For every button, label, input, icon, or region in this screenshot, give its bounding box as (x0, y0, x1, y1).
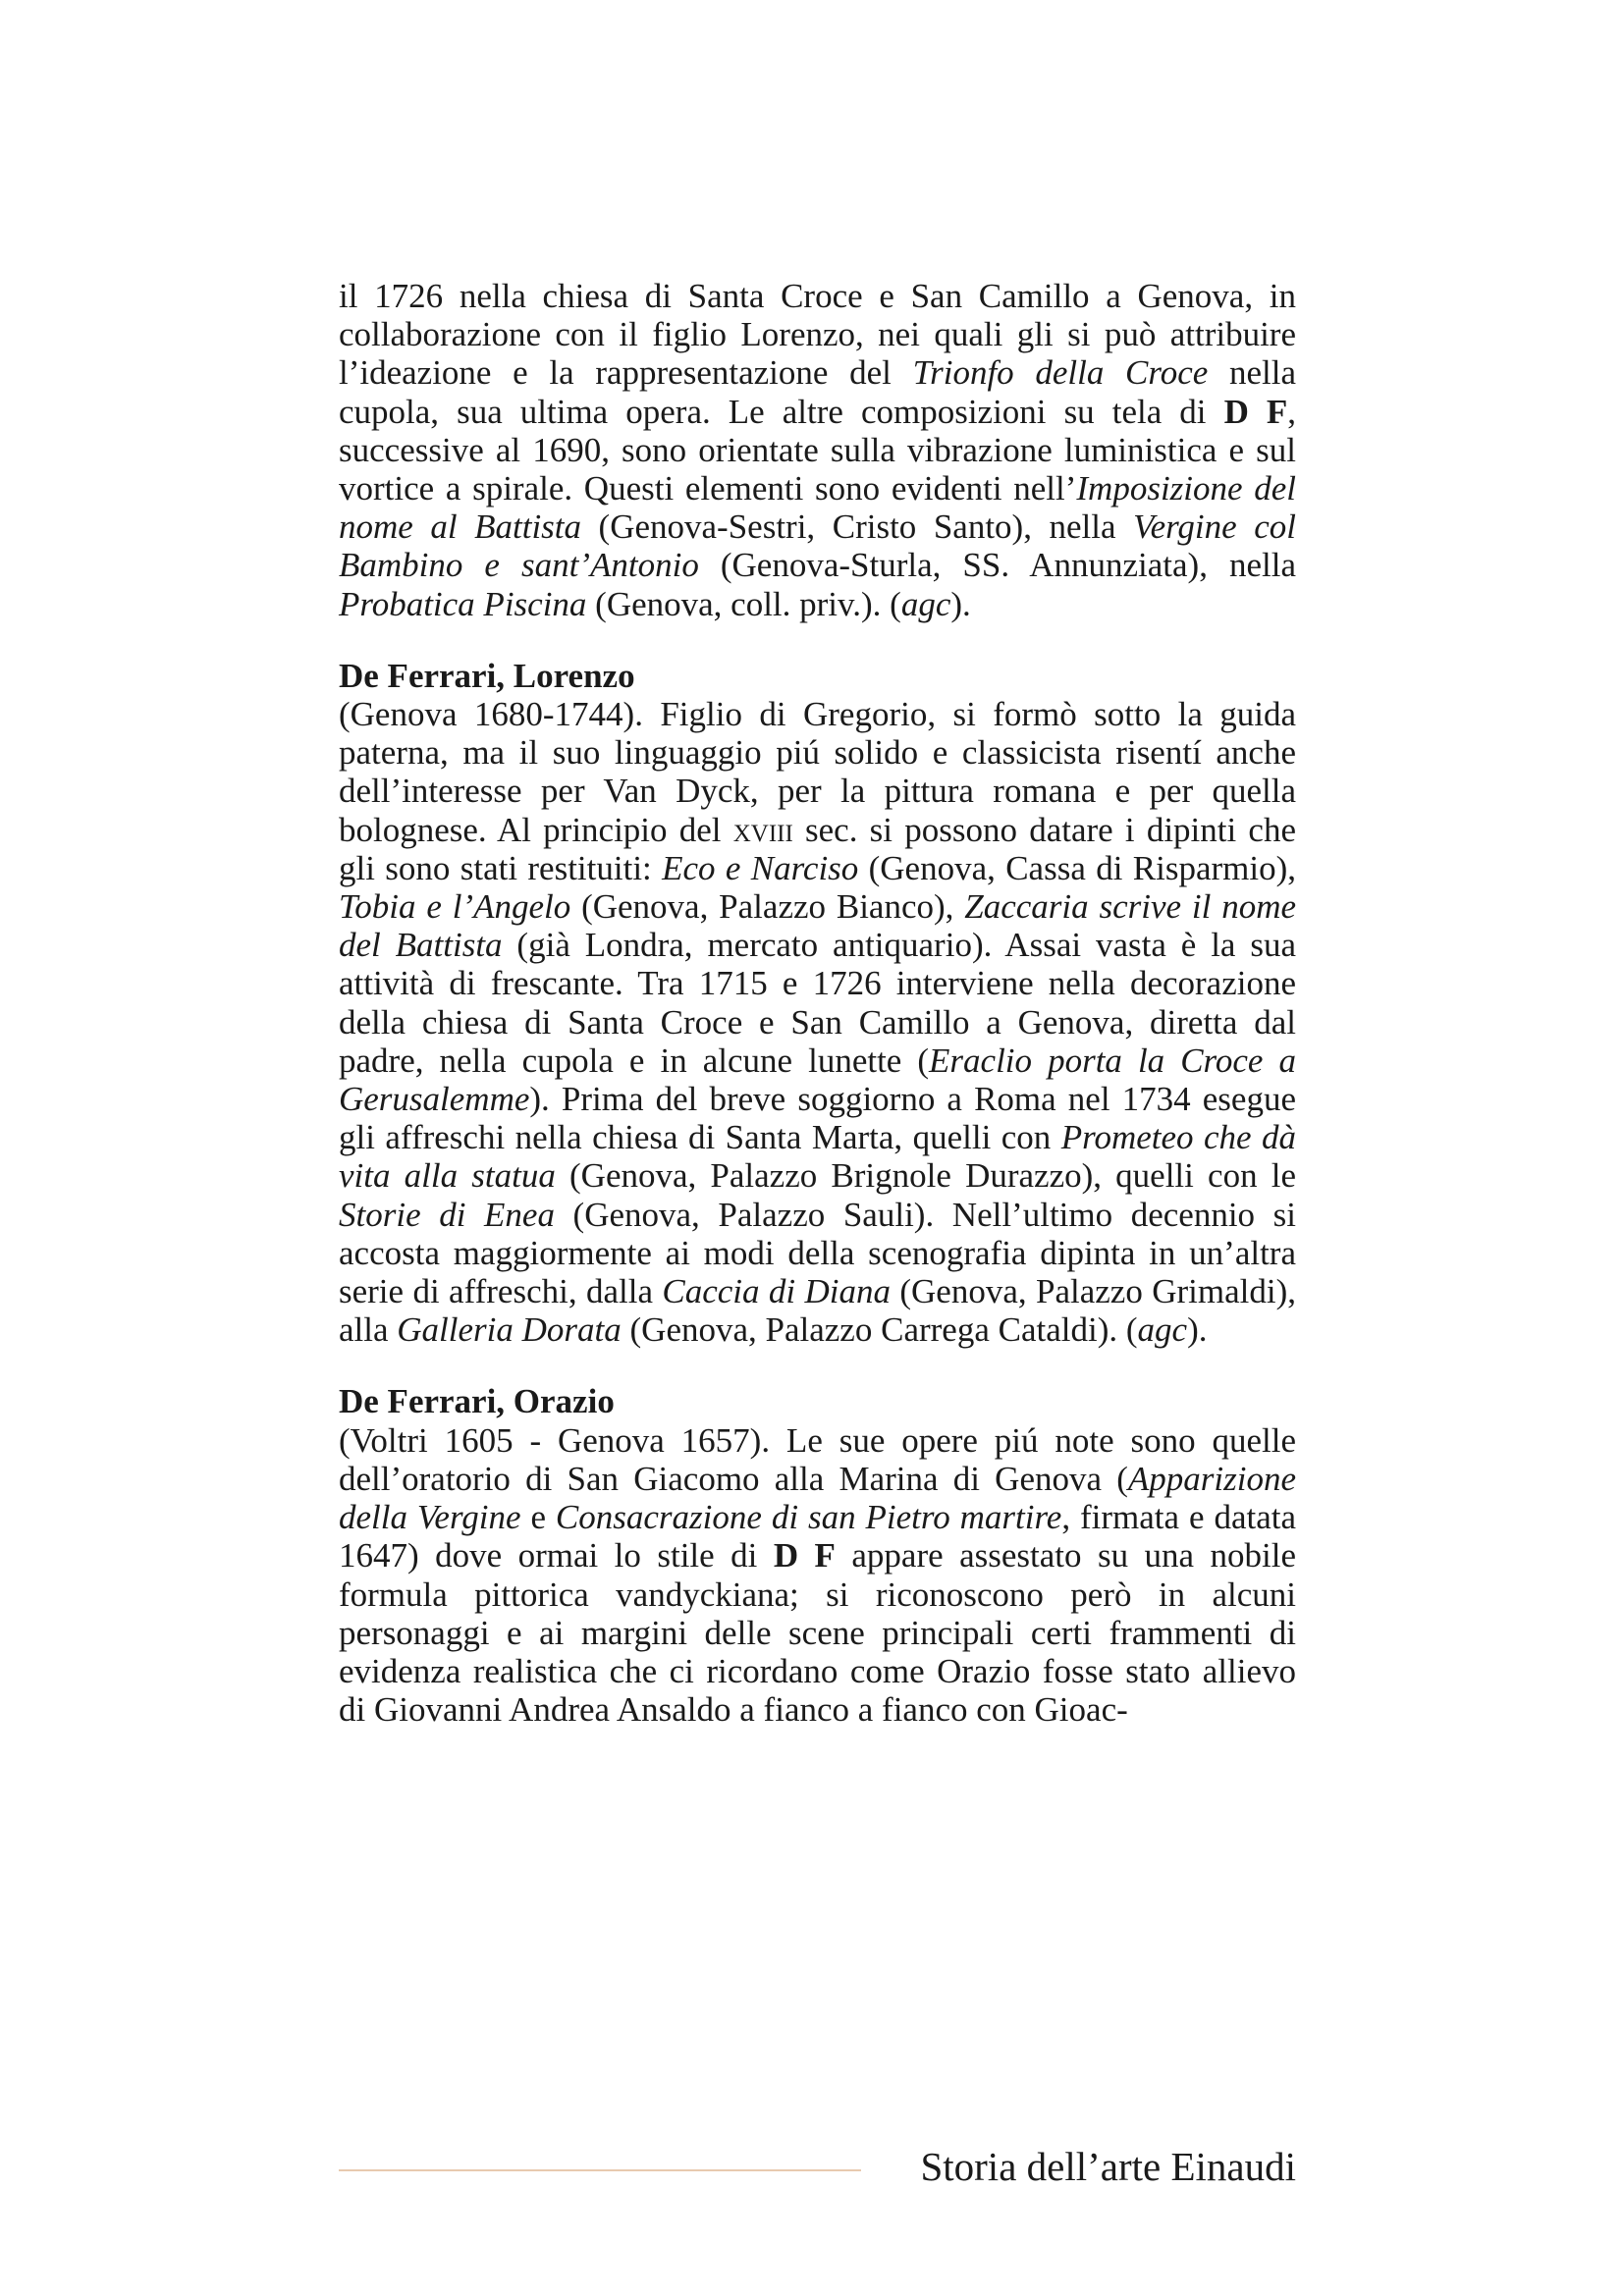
italic-title-text: Eco e Narciso (662, 848, 859, 887)
italic-title-text: Apparizione della Vergine (339, 1459, 1296, 1537)
body-text-run: (Genova, Palazzo Grimaldi), alla (339, 1272, 1296, 1350)
body-text-run: (Genova, Palazzo Brignole Durazzo), quelli con le (555, 1156, 1297, 1196)
paragraph-de-ferrari-gregorio-continued (339, 277, 1296, 623)
body-text-run: (già Londra, mercato antiquario). Assai vasta è la sua attività di frescante. Tra 1715 e 1726 interviene nella decorazione della chiesa di Santa Croce e San Camillo a Genova, diretta dal padre, nella cupola e in alcune lunette ( (339, 926, 1296, 1080)
body-text-run: (Genova, Cassa di Risparmio), (858, 848, 1296, 887)
small-caps-text: xviii (732, 810, 793, 849)
body-text-run: sec. si possono datare i dipinti che gli sono stati restituiti: (339, 810, 1297, 887)
italic-title-text: agc (900, 584, 951, 623)
body-text-run: nella cupola, sua ultima opera. Le altre composizioni su tela di (339, 353, 1297, 431)
italic-title-text: Probatica Piscina (339, 584, 587, 623)
italic-title-text: Caccia di Diana (662, 1272, 891, 1311)
italic-title-text: Galleria Dorata (397, 1310, 622, 1350)
italic-title-text: agc (1137, 1310, 1188, 1350)
body-text-run: ). (1187, 1310, 1208, 1350)
body-text-run: (Genova-Sestri, Cristo Santo), nella (581, 507, 1134, 547)
body-text-run: (Genova, Palazzo Carrega Cataldi). ( (621, 1310, 1138, 1350)
body-text-run: (Genova, Palazzo Bianco), (570, 887, 965, 927)
body-text-run: il 1726 nella chiesa di Santa Croce e San Camillo a Genova, in collaborazione con il figlio Lorenzo, nei quali gli si può attribuire l’ideazione e la rappresentazione del (339, 277, 1296, 393)
italic-title-text: Eraclio porta la Croce a Gerusalemme (339, 1041, 1296, 1119)
italic-title-text: Prometeo che dà vita alla statua (339, 1118, 1296, 1196)
italic-title-text: Vergine col Bambino e sant’Antonio (339, 507, 1296, 585)
text-column (339, 277, 1296, 1729)
body-text-run: appare assestato su una nobile formula pittorica vandyckiana; si riconoscono però in alcuni personaggi e ai margini delle scene principali certi frammenti di evidenza realistica che ci ricordano come Orazio fosse stato allievo di Giovanni Andrea Ansaldo a fianco a fianco con Gioac- (339, 1536, 1297, 1730)
italic-title-text: Storie di Enea (339, 1195, 555, 1234)
body-text-run: , firmata e datata 1647) dove ormai lo stile di (339, 1498, 1296, 1575)
body-text-run: (Genova-Sturla, SS. Annunziata), nella (698, 546, 1296, 585)
footer-publication-title: Storia dell’arte Einaudi (920, 2144, 1296, 2189)
body-text-run: ). (950, 584, 971, 623)
italic-title-text: Consacrazione di san Pietro martire (555, 1498, 1062, 1537)
body-text-run: (Genova, Palazzo Sauli). Nell’ultimo decennio si accosta maggiormente ai modi della scenografia dipinta in un’altra serie di affreschi, dalla (339, 1195, 1296, 1311)
body-text-run: ). Prima del breve soggiorno a Roma nel 1734 esegue gli affreschi nella chiesa di Santa Marta, quelli con (339, 1080, 1296, 1157)
entry-body-orazio (339, 1421, 1296, 1730)
italic-title-text: Tobia e l’Angelo (339, 887, 571, 927)
body-text-run: (Genova, coll. priv.). ( (586, 584, 901, 623)
italic-title-text: Zaccaria scrive il nome del Battista (339, 887, 1296, 965)
entry-heading-lorenzo: De Ferrari, Lorenzo (339, 656, 635, 695)
body-text-run: e (520, 1498, 556, 1537)
entry-heading-orazio: De Ferrari, Orazio (339, 1382, 615, 1421)
body-text-run: (Genova 1680-1744). Figlio di Gregorio, si formò sotto la guida paterna, ma il suo linguaggio piú solido e classicista risentí anche dell’interesse per Van Dyck, per la pittura romana e per quella bolognese. Al principio del (339, 695, 1296, 849)
body-text-run: , successive al 1690, sono orientate sulla vibrazione luministica e sul vortice a spirale. Questi elementi sono evidenti nell’ (339, 392, 1297, 508)
entry-body-lorenzo (339, 695, 1296, 1349)
italic-title-text: Trionfo della Croce (912, 353, 1209, 393)
italic-title-text: Imposizione del nome al Battista (339, 469, 1296, 547)
bold-abbreviation-text: D F (1223, 392, 1288, 431)
body-text-run: (Voltri 1605 - Genova 1657). Le sue opere piú note sono quelle dell’oratorio di San Giacomo alla Marina di Genova ( (339, 1420, 1296, 1498)
footer-rule (339, 2169, 861, 2171)
bold-abbreviation-text: D F (773, 1536, 836, 1575)
